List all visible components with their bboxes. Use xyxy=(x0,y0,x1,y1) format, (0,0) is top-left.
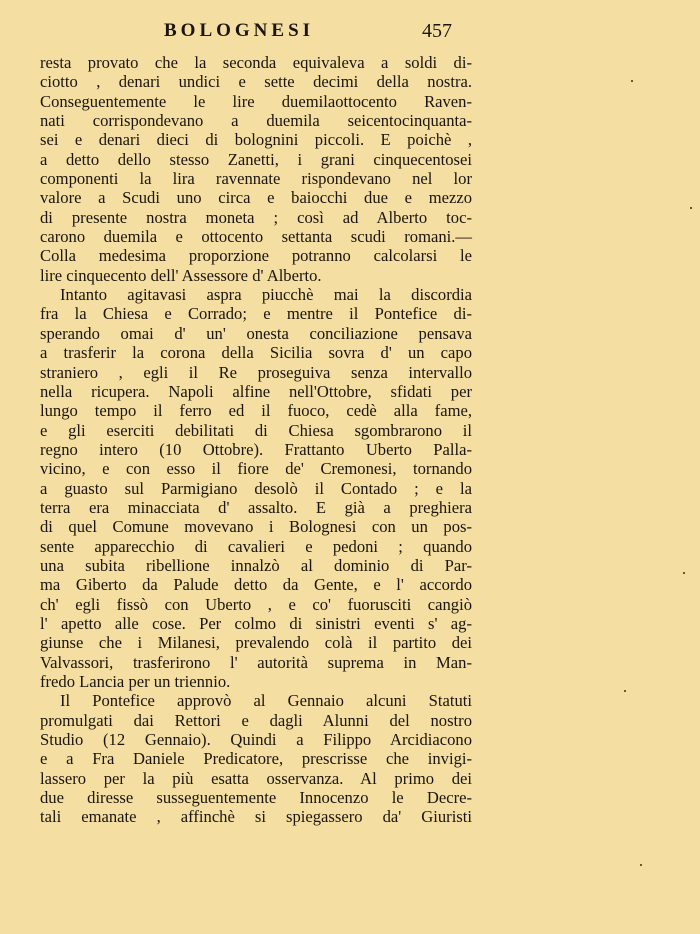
paper-speck xyxy=(631,80,633,82)
text-line: l' apetto alle cose. Per colmo di sinistri eventi s' ag- xyxy=(40,613,472,633)
text-line: una subita ribellione innalzò al dominio di Par- xyxy=(40,555,472,575)
text-line: a guasto sul Parmigiano desolò il Contado ; e la xyxy=(40,478,472,498)
text-line: straniero , egli il Re proseguiva senza intervallo xyxy=(40,362,472,382)
text-line: Il Pontefice approvò al Gennaio alcuni Statuti xyxy=(60,691,472,711)
page-number: 457 xyxy=(422,20,452,42)
text-line: sperando omai d' un' onesta conciliazione pensava xyxy=(40,323,472,343)
text-line: terra era minacciata d' assalto. E già a preghiera xyxy=(40,497,472,517)
paragraph-2 xyxy=(40,285,472,691)
text-line: regno intero (10 Ottobre). Frattanto Uberto Palla- xyxy=(40,439,472,459)
text-line: valore a Scudi uno circa e baiocchi due e mezzo xyxy=(40,188,472,208)
text-line: e a Fra Daniele Predicatore, prescrisse che invigi- xyxy=(40,749,472,769)
text-line: vicino, e con esso il fiore de' Cremonesi, tornando xyxy=(40,459,472,479)
paper-speck xyxy=(683,572,685,574)
paragraph-3 xyxy=(40,691,472,826)
text-line: ch' egli fissò con Uberto , e co' fuorusciti cangiò xyxy=(40,594,472,614)
text-line: di quel Comune movevano i Bolognesi con un pos- xyxy=(40,517,472,537)
text-line: Conseguentemente le lire duemilaottocento Raven- xyxy=(40,91,472,111)
running-title: BOLOGNESI xyxy=(164,20,315,41)
text-line: due diresse susseguentemente Innocenzo le Decre- xyxy=(40,788,472,808)
text-line: nella ricupera. Napoli alfine nell'Ottobre, sfidati per xyxy=(40,381,472,401)
text-line: lire cinquecento dell' Assessore d' Alberto. xyxy=(40,265,322,285)
paper-speck xyxy=(624,690,626,692)
text-line: Colla medesima proporzione potranno calcolarsi le xyxy=(40,246,472,266)
paragraph-1 xyxy=(40,53,472,285)
text-line: lassero per la più esatta osservanza. Al primo dei xyxy=(40,768,472,788)
paper-speck xyxy=(690,207,692,209)
text-line: ma Giberto da Palude detto da Gente, e l' accordo xyxy=(40,575,472,595)
text-line: sente apparecchio di cavalieri e pedoni ; quando xyxy=(40,536,472,556)
paper-speck xyxy=(640,864,642,866)
text-line: nati corrispondevano a duemila seicentocinquanta- xyxy=(40,111,472,131)
text-line: a detto dello stesso Zanetti, i grani cinquecentosei xyxy=(40,149,472,169)
text-line: tali emanate , affinchè si spiegassero da' Giuristi xyxy=(40,807,472,827)
text-line: Valvassori, trasferirono l' autorità suprema in Man- xyxy=(40,652,472,672)
text-line: resta provato che la seconda equivaleva a soldi di- xyxy=(40,53,472,72)
text-line: Intanto agitavasi aspra piucchè mai la discordia xyxy=(60,285,472,305)
running-head xyxy=(160,18,460,46)
text-line: carono duemila e ottocento settanta scudi romani.— xyxy=(40,227,472,247)
text-line: a trasferir la corona della Sicilia sovra d' un capo xyxy=(40,343,472,363)
text-line: fredo Lancia per un triennio. xyxy=(40,672,231,691)
text-line: lungo tempo il ferro ed il fuoco, cedè alla fame, xyxy=(40,401,472,421)
text-line: di presente nostra moneta ; così ad Alberto toc- xyxy=(40,207,472,227)
text-line: Studio (12 Gennaio). Quindi a Filippo Arcidiacono xyxy=(40,730,472,750)
text-line: giunse che i Milanesi, prevalendo colà il partito dei xyxy=(40,633,472,653)
text-line: sei e denari dieci di bolognini piccoli. E poichè , xyxy=(40,130,472,150)
text-line: e gli eserciti debilitati di Chiesa sgombrarono il xyxy=(40,420,472,440)
body-text xyxy=(40,53,472,827)
text-line: componenti la lira ravennate rispondevano nel lor xyxy=(40,169,472,189)
text-line: fra la Chiesa e Corrado; e mentre il Pontefice di- xyxy=(40,304,472,324)
text-line: promulgati dai Rettori e dagli Alunni del nostro xyxy=(40,710,472,730)
text-line: ciotto , denari undici e sette decimi della nostra. xyxy=(40,72,472,92)
